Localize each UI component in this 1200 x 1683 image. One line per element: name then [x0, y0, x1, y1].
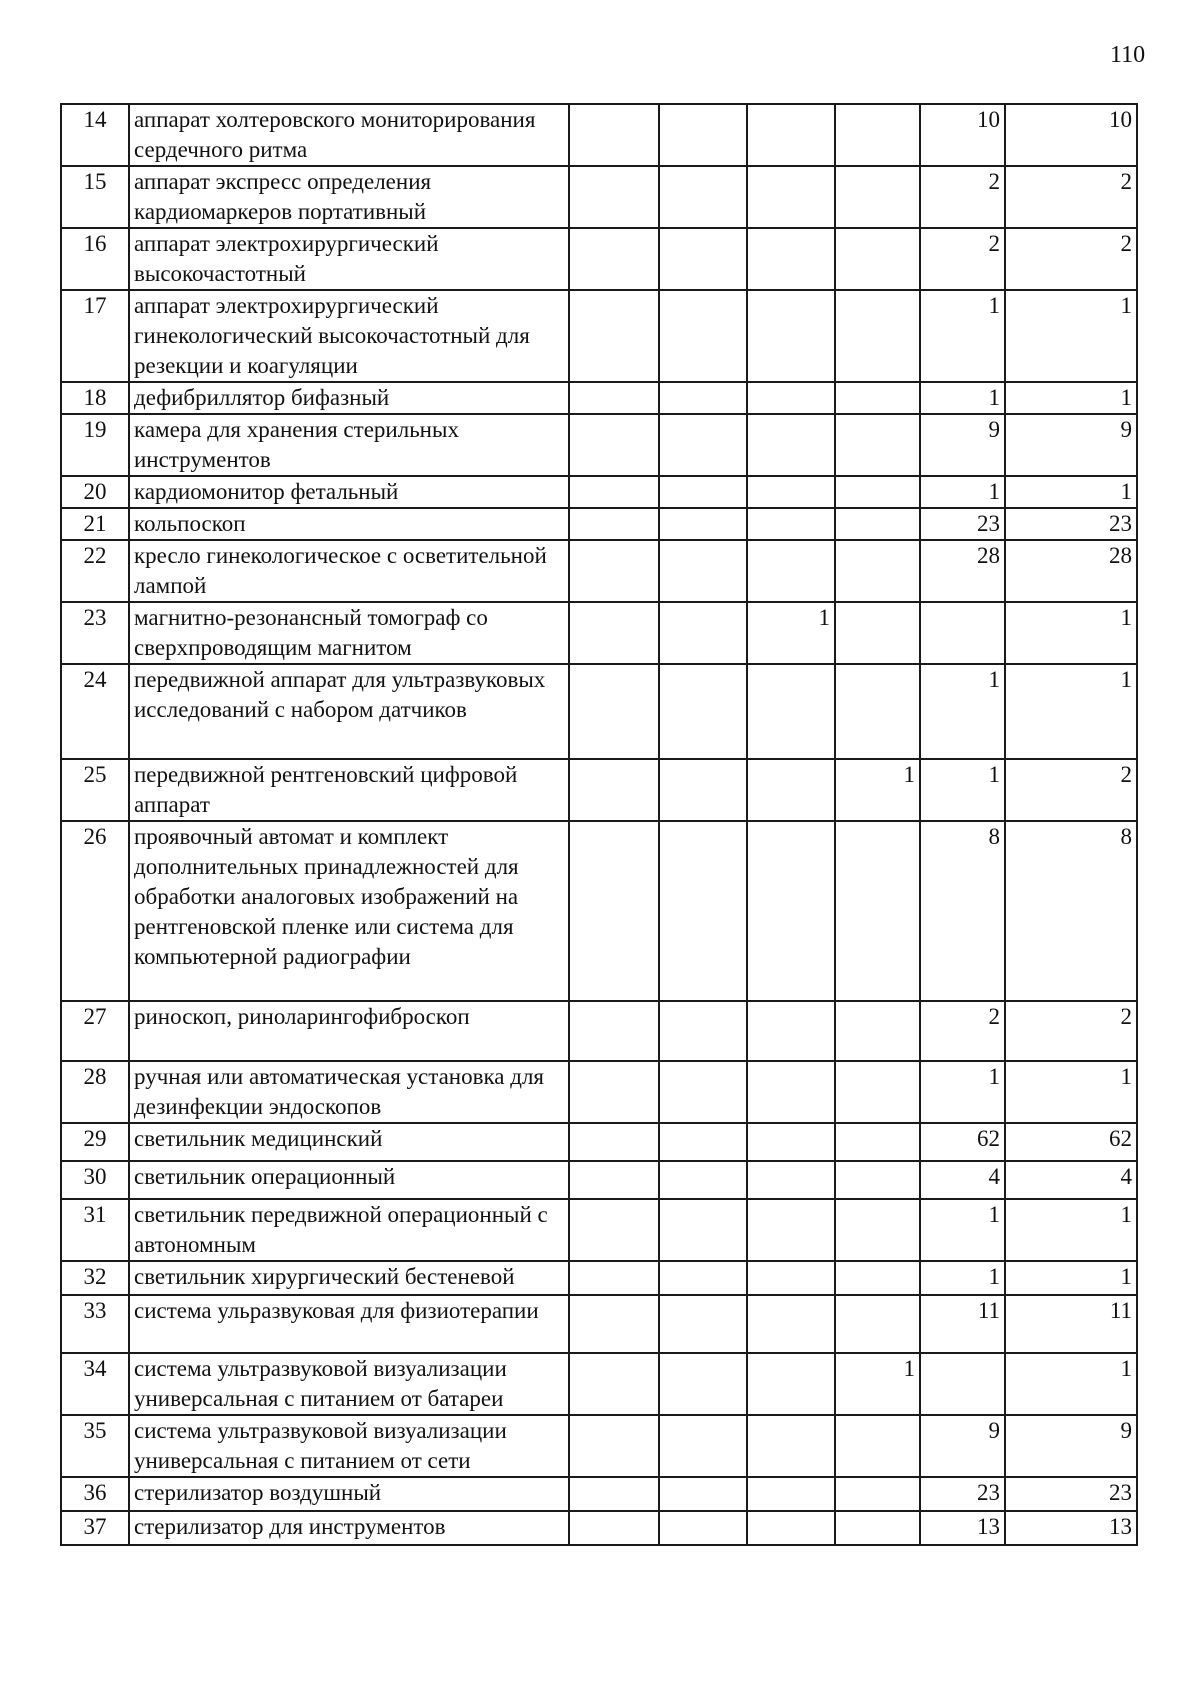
row-number-cell: 15 — [61, 166, 129, 228]
table-row — [61, 476, 1137, 508]
total-cell: 23 — [1005, 1477, 1137, 1511]
quantity-cell — [835, 414, 920, 476]
equipment-name-cell: аппарат холтеровского мониторирования сердечного ритма — [129, 104, 569, 166]
table-body — [61, 104, 1137, 1545]
quantity-cell — [659, 1415, 747, 1477]
quantity-cell — [747, 476, 835, 508]
quantity-cell — [835, 382, 920, 414]
equipment-name-cell: передвижной аппарат для ультразвуковых исследований с набором датчиков — [129, 664, 569, 759]
quantity-cell — [659, 228, 747, 290]
quantity-cell: 11 — [920, 1295, 1005, 1353]
quantity-cell — [747, 540, 835, 602]
total-cell: 1 — [1005, 664, 1137, 759]
quantity-cell — [835, 166, 920, 228]
quantity-cell — [659, 540, 747, 602]
quantity-cell — [659, 382, 747, 414]
row-number-cell: 34 — [61, 1353, 129, 1415]
quantity-cell — [569, 290, 659, 382]
equipment-name-cell: система ульразвуковая для физиотерапии — [129, 1295, 569, 1353]
quantity-cell: 8 — [920, 821, 1005, 1001]
quantity-cell — [747, 166, 835, 228]
quantity-cell — [747, 228, 835, 290]
table-row — [61, 602, 1137, 664]
quantity-cell — [747, 1001, 835, 1061]
equipment-name-cell: риноскоп, риноларингофиброскоп — [129, 1001, 569, 1061]
quantity-cell: 13 — [920, 1511, 1005, 1545]
total-cell: 28 — [1005, 540, 1137, 602]
table-row — [61, 1261, 1137, 1295]
quantity-cell — [747, 1353, 835, 1415]
quantity-cell — [835, 1001, 920, 1061]
table-row — [61, 414, 1137, 476]
table-row — [61, 540, 1137, 602]
quantity-cell — [569, 1295, 659, 1353]
quantity-cell — [835, 1415, 920, 1477]
total-cell: 13 — [1005, 1511, 1137, 1545]
quantity-cell — [569, 1123, 659, 1161]
quantity-cell: 1 — [920, 759, 1005, 821]
quantity-cell — [569, 1353, 659, 1415]
equipment-name-cell: ручная или автоматическая установка для дезинфекции эндоскопов — [129, 1061, 569, 1123]
table-row — [61, 166, 1137, 228]
quantity-cell — [659, 104, 747, 166]
row-number-cell: 35 — [61, 1415, 129, 1477]
quantity-cell — [659, 508, 747, 540]
quantity-cell — [569, 1199, 659, 1261]
quantity-cell — [747, 1123, 835, 1161]
quantity-cell — [835, 540, 920, 602]
quantity-cell: 23 — [920, 1477, 1005, 1511]
table-row — [61, 1161, 1137, 1199]
quantity-cell: 1 — [920, 476, 1005, 508]
quantity-cell — [569, 414, 659, 476]
total-cell: 1 — [1005, 1261, 1137, 1295]
quantity-cell — [747, 290, 835, 382]
equipment-table — [60, 103, 1138, 1546]
quantity-cell: 4 — [920, 1161, 1005, 1199]
quantity-cell — [835, 1199, 920, 1261]
equipment-name-cell: аппарат экспресс определения кардиомаркеров портативный — [129, 166, 569, 228]
quantity-cell — [747, 1511, 835, 1545]
quantity-cell — [747, 664, 835, 759]
quantity-cell — [569, 540, 659, 602]
quantity-cell — [835, 508, 920, 540]
quantity-cell: 1 — [920, 1199, 1005, 1261]
table-row — [61, 382, 1137, 414]
row-number-cell: 16 — [61, 228, 129, 290]
quantity-cell — [835, 821, 920, 1001]
quantity-cell — [747, 1061, 835, 1123]
equipment-name-cell: аппарат электрохирургический гинекологический высокочастотный для резекции и коагуляции — [129, 290, 569, 382]
quantity-cell — [835, 1477, 920, 1511]
total-cell: 1 — [1005, 1353, 1137, 1415]
row-number-cell: 19 — [61, 414, 129, 476]
quantity-cell — [835, 290, 920, 382]
total-cell: 9 — [1005, 414, 1137, 476]
quantity-cell — [659, 1061, 747, 1123]
quantity-cell — [659, 664, 747, 759]
total-cell: 1 — [1005, 382, 1137, 414]
quantity-cell — [659, 166, 747, 228]
equipment-name-cell: светильник медицинский — [129, 1123, 569, 1161]
quantity-cell — [569, 1477, 659, 1511]
quantity-cell: 1 — [920, 1261, 1005, 1295]
quantity-cell: 9 — [920, 414, 1005, 476]
quantity-cell — [835, 476, 920, 508]
quantity-cell — [569, 602, 659, 664]
quantity-cell — [569, 1261, 659, 1295]
quantity-cell — [569, 1415, 659, 1477]
quantity-cell — [659, 1161, 747, 1199]
equipment-name-cell: кольпоскоп — [129, 508, 569, 540]
table-row — [61, 104, 1137, 166]
quantity-cell: 1 — [920, 290, 1005, 382]
equipment-name-cell: светильник операционный — [129, 1161, 569, 1199]
row-number-cell: 17 — [61, 290, 129, 382]
quantity-cell — [920, 1353, 1005, 1415]
quantity-cell — [659, 821, 747, 1001]
quantity-cell — [659, 1511, 747, 1545]
row-number-cell: 20 — [61, 476, 129, 508]
quantity-cell — [835, 1161, 920, 1199]
quantity-cell — [747, 759, 835, 821]
quantity-cell — [835, 1511, 920, 1545]
quantity-cell — [569, 166, 659, 228]
table-row — [61, 290, 1137, 382]
quantity-cell — [747, 414, 835, 476]
quantity-cell: 1 — [920, 382, 1005, 414]
equipment-name-cell: система ультразвуковой визуализации универсальная с питанием от сети — [129, 1415, 569, 1477]
quantity-cell — [659, 1295, 747, 1353]
row-number-cell: 32 — [61, 1261, 129, 1295]
row-number-cell: 26 — [61, 821, 129, 1001]
equipment-name-cell: проявочный автомат и комплект дополнительных принадлежностей для обработки аналоговых изображений на рентгеновской пленке или система для компьютерной радиографии — [129, 821, 569, 1001]
quantity-cell — [659, 1261, 747, 1295]
quantity-cell — [747, 821, 835, 1001]
quantity-cell — [569, 382, 659, 414]
quantity-cell — [569, 508, 659, 540]
equipment-name-cell: камера для хранения стерильных инструментов — [129, 414, 569, 476]
quantity-cell: 1 — [920, 1061, 1005, 1123]
equipment-name-cell: стерилизатор воздушный — [129, 1477, 569, 1511]
total-cell: 8 — [1005, 821, 1137, 1001]
quantity-cell: 10 — [920, 104, 1005, 166]
row-number-cell: 21 — [61, 508, 129, 540]
quantity-cell — [569, 1001, 659, 1061]
quantity-cell — [659, 602, 747, 664]
table-row — [61, 1415, 1137, 1477]
quantity-cell: 2 — [920, 166, 1005, 228]
quantity-cell — [835, 228, 920, 290]
quantity-cell: 28 — [920, 540, 1005, 602]
total-cell: 4 — [1005, 1161, 1137, 1199]
total-cell: 2 — [1005, 759, 1137, 821]
total-cell: 1 — [1005, 290, 1137, 382]
quantity-cell — [835, 664, 920, 759]
quantity-cell: 9 — [920, 1415, 1005, 1477]
quantity-cell — [569, 759, 659, 821]
equipment-name-cell: кресло гинекологическое с осветительной лампой — [129, 540, 569, 602]
table-row — [61, 1477, 1137, 1511]
quantity-cell — [920, 602, 1005, 664]
row-number-cell: 31 — [61, 1199, 129, 1261]
equipment-name-cell: светильник хирургический бестеневой — [129, 1261, 569, 1295]
row-number-cell: 23 — [61, 602, 129, 664]
quantity-cell — [747, 1261, 835, 1295]
quantity-cell — [659, 414, 747, 476]
quantity-cell — [835, 104, 920, 166]
quantity-cell — [835, 1123, 920, 1161]
quantity-cell — [747, 382, 835, 414]
row-number-cell: 30 — [61, 1161, 129, 1199]
quantity-cell — [835, 602, 920, 664]
total-cell: 1 — [1005, 1061, 1137, 1123]
quantity-cell — [569, 1511, 659, 1545]
quantity-cell — [569, 664, 659, 759]
table-row — [61, 821, 1137, 1001]
equipment-name-cell: дефибриллятор бифазный — [129, 382, 569, 414]
table-row — [61, 1511, 1137, 1545]
quantity-cell — [569, 1161, 659, 1199]
row-number-cell: 28 — [61, 1061, 129, 1123]
table-row — [61, 1001, 1137, 1061]
quantity-cell — [569, 228, 659, 290]
row-number-cell: 24 — [61, 664, 129, 759]
total-cell: 1 — [1005, 1199, 1137, 1261]
quantity-cell — [747, 508, 835, 540]
quantity-cell — [659, 1123, 747, 1161]
row-number-cell: 27 — [61, 1001, 129, 1061]
quantity-cell — [659, 290, 747, 382]
table-row — [61, 664, 1137, 759]
equipment-name-cell: стерилизатор для инструментов — [129, 1511, 569, 1545]
quantity-cell — [659, 1353, 747, 1415]
quantity-cell — [747, 1477, 835, 1511]
equipment-name-cell: аппарат электрохирургический высокочастотный — [129, 228, 569, 290]
quantity-cell — [569, 1061, 659, 1123]
row-number-cell: 18 — [61, 382, 129, 414]
row-number-cell: 25 — [61, 759, 129, 821]
quantity-cell — [569, 104, 659, 166]
equipment-name-cell: передвижной рентгеновский цифровой аппарат — [129, 759, 569, 821]
total-cell: 23 — [1005, 508, 1137, 540]
equipment-name-cell: магнитно-резонансный томограф со сверхпроводящим магнитом — [129, 602, 569, 664]
total-cell: 62 — [1005, 1123, 1137, 1161]
row-number-cell: 14 — [61, 104, 129, 166]
quantity-cell — [659, 1199, 747, 1261]
row-number-cell: 33 — [61, 1295, 129, 1353]
equipment-name-cell: кардиомонитор фетальный — [129, 476, 569, 508]
table-row — [61, 1295, 1137, 1353]
quantity-cell: 1 — [747, 602, 835, 664]
quantity-cell — [747, 1295, 835, 1353]
total-cell: 1 — [1005, 476, 1137, 508]
quantity-cell: 2 — [920, 1001, 1005, 1061]
table-row — [61, 759, 1137, 821]
quantity-cell — [835, 1061, 920, 1123]
quantity-cell: 1 — [835, 759, 920, 821]
table-row — [61, 1061, 1137, 1123]
equipment-name-cell: светильник передвижной операционный с автономным — [129, 1199, 569, 1261]
total-cell: 2 — [1005, 228, 1137, 290]
quantity-cell — [747, 104, 835, 166]
quantity-cell: 23 — [920, 508, 1005, 540]
row-number-cell: 36 — [61, 1477, 129, 1511]
total-cell: 9 — [1005, 1415, 1137, 1477]
page-number: 110 — [1110, 42, 1146, 68]
row-number-cell: 37 — [61, 1511, 129, 1545]
quantity-cell: 1 — [920, 664, 1005, 759]
row-number-cell: 29 — [61, 1123, 129, 1161]
quantity-cell — [747, 1415, 835, 1477]
quantity-cell: 62 — [920, 1123, 1005, 1161]
total-cell: 11 — [1005, 1295, 1137, 1353]
table-row — [61, 1123, 1137, 1161]
total-cell: 10 — [1005, 104, 1137, 166]
quantity-cell — [747, 1199, 835, 1261]
quantity-cell: 2 — [920, 228, 1005, 290]
row-number-cell: 22 — [61, 540, 129, 602]
quantity-cell — [659, 476, 747, 508]
quantity-cell — [835, 1261, 920, 1295]
total-cell: 1 — [1005, 602, 1137, 664]
table-row — [61, 1199, 1137, 1261]
table-row — [61, 1353, 1137, 1415]
quantity-cell — [659, 1477, 747, 1511]
table-row — [61, 508, 1137, 540]
equipment-name-cell: система ультразвуковой визуализации универсальная с питанием от батареи — [129, 1353, 569, 1415]
total-cell: 2 — [1005, 166, 1137, 228]
quantity-cell — [835, 1295, 920, 1353]
quantity-cell — [659, 759, 747, 821]
quantity-cell — [569, 476, 659, 508]
table-row — [61, 228, 1137, 290]
quantity-cell: 1 — [835, 1353, 920, 1415]
total-cell: 2 — [1005, 1001, 1137, 1061]
quantity-cell — [659, 1001, 747, 1061]
quantity-cell — [569, 821, 659, 1001]
quantity-cell — [747, 1161, 835, 1199]
